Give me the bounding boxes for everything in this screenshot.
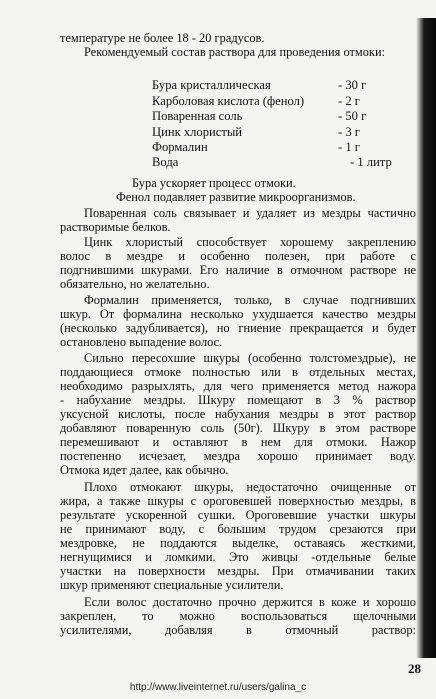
text-line: температуре не более 18 - 20 градусов.	[60, 31, 265, 45]
text-line: волос в мездре и особенно полезен, при работе с	[60, 249, 416, 263]
text-line: шкур. От формалина несколько ухудшается качество мездры	[60, 307, 416, 321]
recipe-quantity: - 1 г	[338, 140, 360, 154]
text-line: участки на поверхности мездры. При отмачивании таких	[60, 564, 416, 578]
text-line: усилителями, добавляя в отмочный раствор:	[60, 623, 416, 637]
text-line: уксусной кислоты, после набухания мездры в этот раствор	[60, 407, 416, 421]
text-line: (несколько задубливается), но гниение прекращается и будет	[60, 321, 416, 335]
text-line: Поваренная соль связывает и удаляет из мездры частично	[84, 206, 416, 220]
text-line: перемешивают и оставляют в нем для отмоки. Нажор	[60, 435, 416, 449]
recipe-ingredient: Поваренная соль	[152, 109, 243, 123]
recipe-quantity: - 1 литр	[350, 155, 392, 169]
text-line: мездровке, не поддаются выделке, оставаясь жесткими,	[60, 536, 416, 550]
recipe-ingredient: Формалин	[152, 140, 208, 154]
text-line: Плохо отмокают шкуры, недостаточно очищенные от	[84, 480, 416, 494]
recipe-quantity: - 50 г	[338, 109, 367, 123]
text-line: - набухание мездры. Шкуру помещают в 3 % раствор	[60, 393, 416, 407]
scan-dark-edge	[416, 18, 436, 658]
recipe-ingredient: Цинк хлористый	[152, 125, 243, 139]
text-line: Рекомендуемый состав раствора для проведения отмоки:	[84, 45, 386, 59]
text-line: Если волос достаточно прочно держится в коже и хорошо	[84, 595, 416, 609]
recipe-ingredient: Карболовая кислота (фенол)	[152, 94, 305, 108]
text-line: необходимо разрыхлять, для чего применяется метод нажора	[60, 379, 416, 393]
text-line: негнущимися и ломкими. Это живцы -отдельные белые	[60, 550, 416, 564]
text-line: Фенол подавляет развитие микроорганизмов.	[116, 190, 356, 204]
page-number: 28	[408, 661, 421, 676]
recipe-quantity: - 30 г	[338, 78, 367, 92]
text-line: поддающиеся отмоке полностью или в отдельных местах,	[60, 365, 416, 379]
text-line: жира, а также шкуры с ороговевшей поверхностью мездры, в	[60, 494, 416, 508]
text-line: Сильно пересохшие шкуры (особенно толстомездрые), не	[84, 351, 416, 365]
text-line: остановлено выпадение волос.	[60, 335, 223, 349]
text-line: постепенно исчезает, мездра хорошо принимает воду.	[60, 449, 416, 463]
source-url: http://www.liveinternet.ru/users/galina_c	[129, 682, 307, 693]
recipe-quantity: - 3 г	[338, 125, 360, 139]
text-line: не принимают воду, с большим трудом срезаются при	[60, 522, 416, 536]
text-line: обязательно, но желательно.	[60, 277, 210, 291]
text-line: Формалин применяется, только, в случае подгнивших	[84, 293, 416, 307]
text-line: Цинк хлористый способствует хорошему закреплению	[84, 235, 416, 249]
recipe-ingredient: Вода	[152, 155, 179, 169]
text-line: растворимые белков.	[60, 220, 171, 234]
recipe-ingredient: Бура кристаллическая	[152, 78, 271, 92]
text-line: шкур применяют специальные усилители.	[60, 578, 284, 592]
text-line: добавляют поваренную соль (50г). Шкуру в этом растворе	[60, 421, 416, 435]
text-line: Бура ускоряет процесс отмоки.	[132, 176, 296, 190]
recipe-quantity: - 2 г	[338, 94, 360, 108]
text-line: результате ускоренной сушки. Ороговевшие участки шкуры	[60, 508, 416, 522]
text-line: закреплен, то можно воспользоваться щелочными	[60, 609, 416, 623]
text-line: подгнившими шкурами. Его наличие в отмочном растворе не	[60, 263, 416, 277]
text-line: Отмока идет далее, как обычно.	[60, 463, 229, 477]
